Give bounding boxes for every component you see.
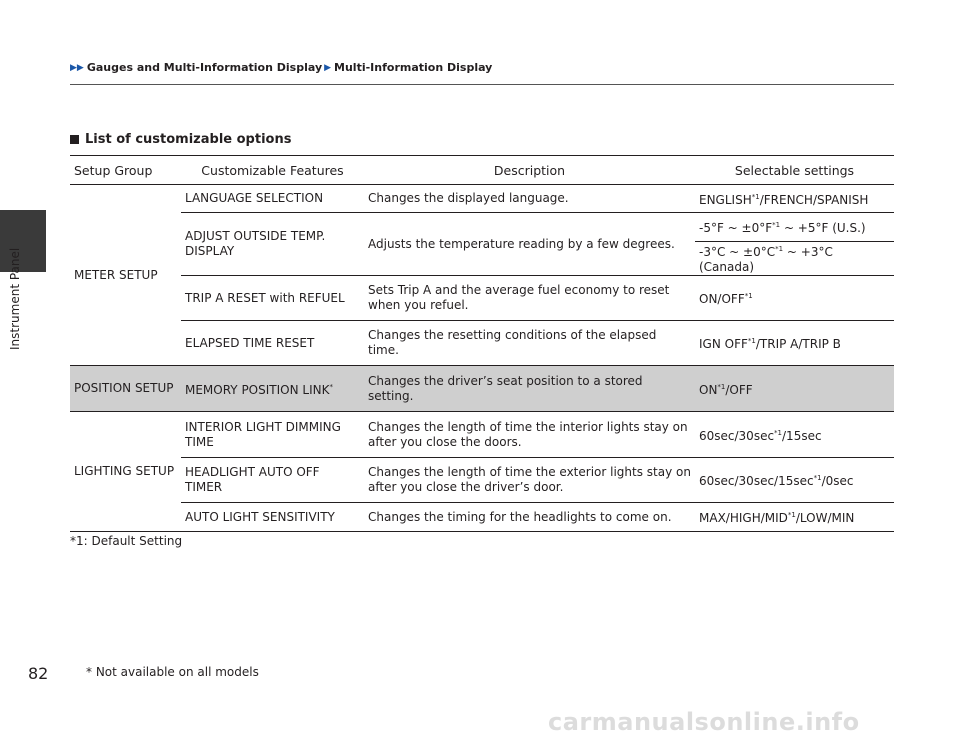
group-lighting-setup: LIGHTING SETUP [70, 412, 181, 532]
description-cell: Changes the resetting conditions of the elapsed time. [364, 321, 695, 366]
table-row [70, 276, 894, 321]
description-cell: Changes the length of time the interior lights stay on after you close the doors. [364, 412, 695, 458]
feature-cell: ELAPSED TIME RESET [181, 321, 364, 366]
breadcrumb-arrow-icon: ▶▶ [70, 62, 84, 73]
header-description: Description [364, 156, 695, 185]
setting-cell: ENGLISH$^{*1}$/FRENCH/SPANISH [695, 185, 894, 213]
table-row [70, 213, 894, 242]
feature-cell: TRIP A RESET with REFUEL [181, 276, 364, 321]
description-cell: Changes the displayed language. [364, 185, 695, 213]
setting-cell: -3°C ~ $\pm 0^\circ C^{*1}$ ~ +3°C (Canada) [695, 242, 894, 276]
setting-cell: ON$^{*1}$/OFF [695, 366, 894, 412]
feature-cell: INTERIOR LIGHT DIMMING TIME [181, 412, 364, 458]
table-row [70, 321, 894, 366]
description-cell: Changes the timing for the headlights to come on. [364, 503, 695, 532]
header-setup-group: Setup Group [70, 156, 181, 185]
description-cell: Sets Trip A and the average fuel economy to reset when you refuel. [364, 276, 695, 321]
header-customizable-features: Customizable Features [181, 156, 364, 185]
setting-cell: MAX/HIGH/MID$^{*1}$/LOW/MIN [695, 503, 894, 532]
table-row [70, 503, 894, 532]
description-cell: Changes the length of time the exterior lights stay on after you close the driver’s door. [364, 458, 695, 503]
default-setting-footnote: *1: Default Setting [70, 534, 183, 548]
model-availability-note: * Not available on all models [86, 665, 259, 679]
page-number: 82 [28, 664, 49, 683]
table-header-row [70, 156, 894, 185]
feature-cell: MEMORY POSITION LINK* [181, 366, 364, 412]
setting-cell: $60\sec/30\sec/15\sec^{*1}/0\sec$ [695, 458, 894, 503]
breadcrumb [70, 61, 492, 74]
watermark: carmanualsonline.info [548, 708, 860, 736]
table-row [70, 458, 894, 503]
header-selectable-settings: Selectable settings [695, 156, 894, 185]
setting-cell: -5°F ~ $\pm 0^\circ F^{*1}$ ~ +5°F (U.S.) [695, 213, 894, 242]
breadcrumb-part-2[interactable]: Multi-Information Display [334, 61, 493, 74]
group-position-setup: POSITION SETUP [70, 366, 181, 412]
section-heading-text: List of customizable options [85, 132, 292, 147]
table-row [70, 185, 894, 213]
group-meter-setup: METER SETUP [70, 185, 181, 366]
square-bullet-icon [70, 135, 79, 144]
customizable-options-table [70, 155, 894, 532]
breadcrumb-part-1[interactable]: Gauges and Multi-Information Display [86, 61, 323, 74]
chapter-label [0, 240, 46, 360]
description-cell: Adjusts the temperature reading by a few degrees. [364, 213, 695, 276]
feature-cell: HEADLIGHT AUTO OFF TIMER [181, 458, 364, 503]
feature-cell: AUTO LIGHT SENSITIVITY [181, 503, 364, 532]
description-cell: Changes the driver’s seat position to a stored setting. [364, 366, 695, 412]
feature-cell: LANGUAGE SELECTION [181, 185, 364, 213]
setting-cell: $60\sec/30\sec^{*1}/15\sec$ [695, 412, 894, 458]
feature-cell: ADJUST OUTSIDE TEMP. DISPLAY [181, 213, 364, 276]
table-row [70, 366, 894, 412]
setting-cell: IGN OFF$^{*1}$/TRIP A/TRIP B [695, 321, 894, 366]
table-row [70, 412, 894, 458]
section-heading [70, 132, 291, 147]
header-divider [70, 84, 894, 85]
chapter-label-text: Instrument Panel [8, 247, 22, 350]
setting-cell: ON/OFF$^{*1}$ [695, 276, 894, 321]
breadcrumb-arrow-icon: ▶ [324, 62, 332, 73]
